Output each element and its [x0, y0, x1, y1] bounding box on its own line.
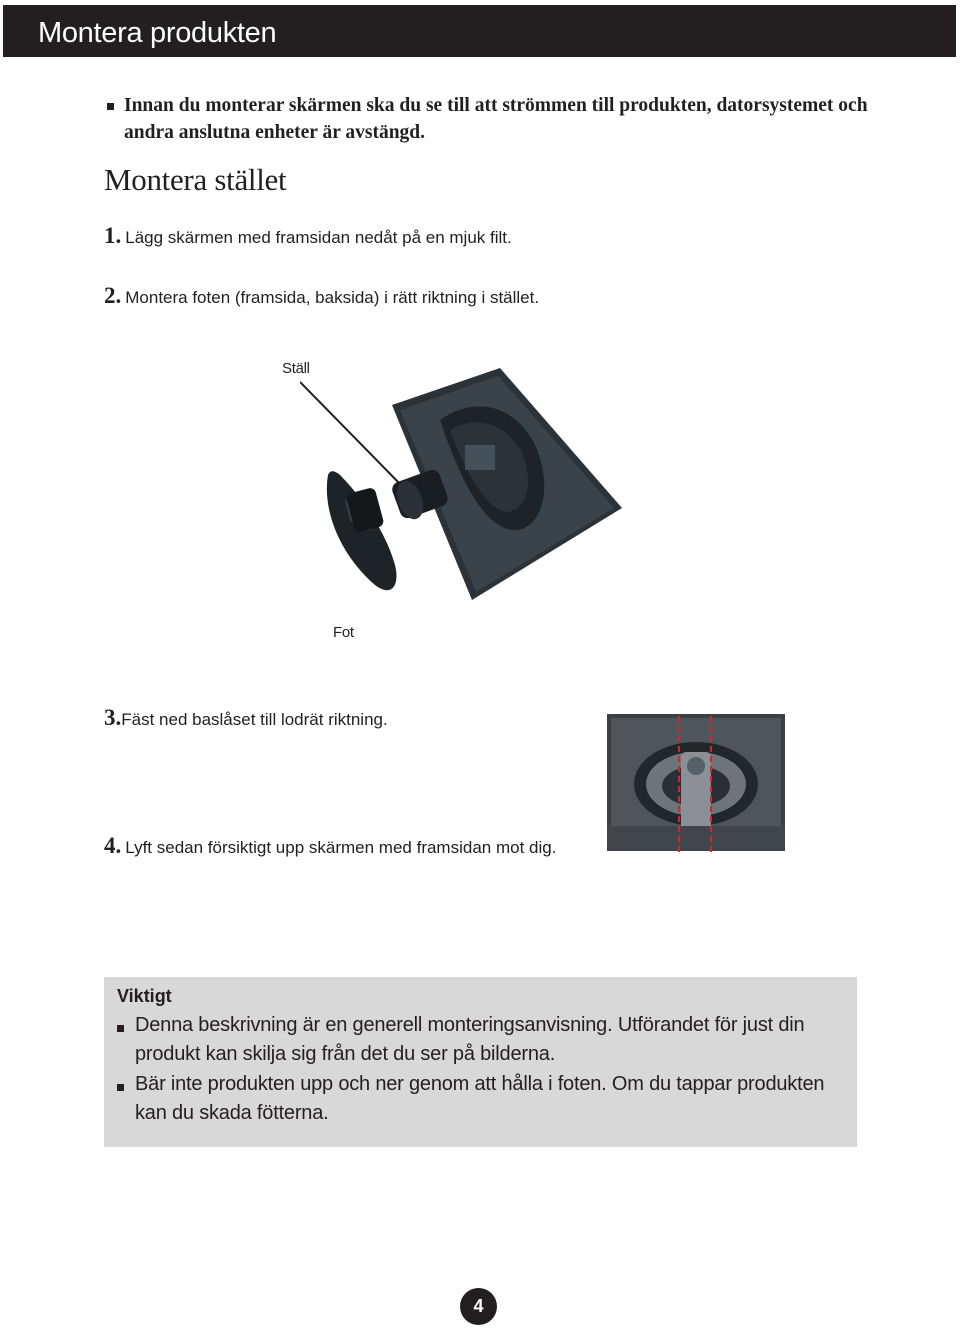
intro-warning: Innan du monterar skärmen ska du se till att strömmen till produkten, datorsystemet och andra anslutna enheter är avstängd. [124, 95, 868, 143]
section-title: Montera stället [104, 162, 287, 197]
note-item: Bär inte produkten upp och ner genom att hålla i foten. Om du tappar produkten kan du skada fötterna. [135, 1073, 825, 1124]
step-number: 1. [104, 223, 122, 248]
important-note [104, 977, 857, 1147]
page-title: Montera produkten [38, 17, 277, 49]
callout-line [300, 382, 402, 486]
step-text: Lyft sedan försiktigt upp skärmen med framsidan mot dig. [125, 838, 557, 857]
step-number: 3. [104, 705, 122, 730]
bullet-square-icon [107, 103, 114, 110]
step-3 [104, 705, 388, 731]
step-number: 4. [104, 833, 122, 858]
step-number: 2. [104, 283, 122, 308]
label-stand: Ställ [282, 360, 310, 377]
step-text: Fäst ned baslåset till lodrät riktning. [121, 710, 388, 729]
foot [327, 471, 397, 590]
step-2 [104, 283, 539, 309]
bullet-square-icon [117, 1084, 124, 1091]
base-lock-illustration [607, 714, 787, 856]
bullet-square-icon [117, 1025, 124, 1032]
stand-illustration [300, 360, 640, 610]
step-1 [104, 223, 512, 249]
step-text: Lägg skärmen med framsidan nedåt på en mjuk filt. [125, 228, 512, 247]
note-title: Viktigt [117, 986, 172, 1006]
page-header [3, 5, 956, 57]
step-4 [104, 833, 584, 861]
note-item: Denna beskrivning är en generell monteringsanvisning. Utförandet för just din produkt kan skilja sig från det du ser på bilderna. [135, 1014, 805, 1065]
label-foot: Fot [333, 624, 354, 641]
page-number: 4 [460, 1288, 497, 1325]
step-text: Montera foten (framsida, baksida) i rätt riktning i stället. [125, 288, 540, 307]
